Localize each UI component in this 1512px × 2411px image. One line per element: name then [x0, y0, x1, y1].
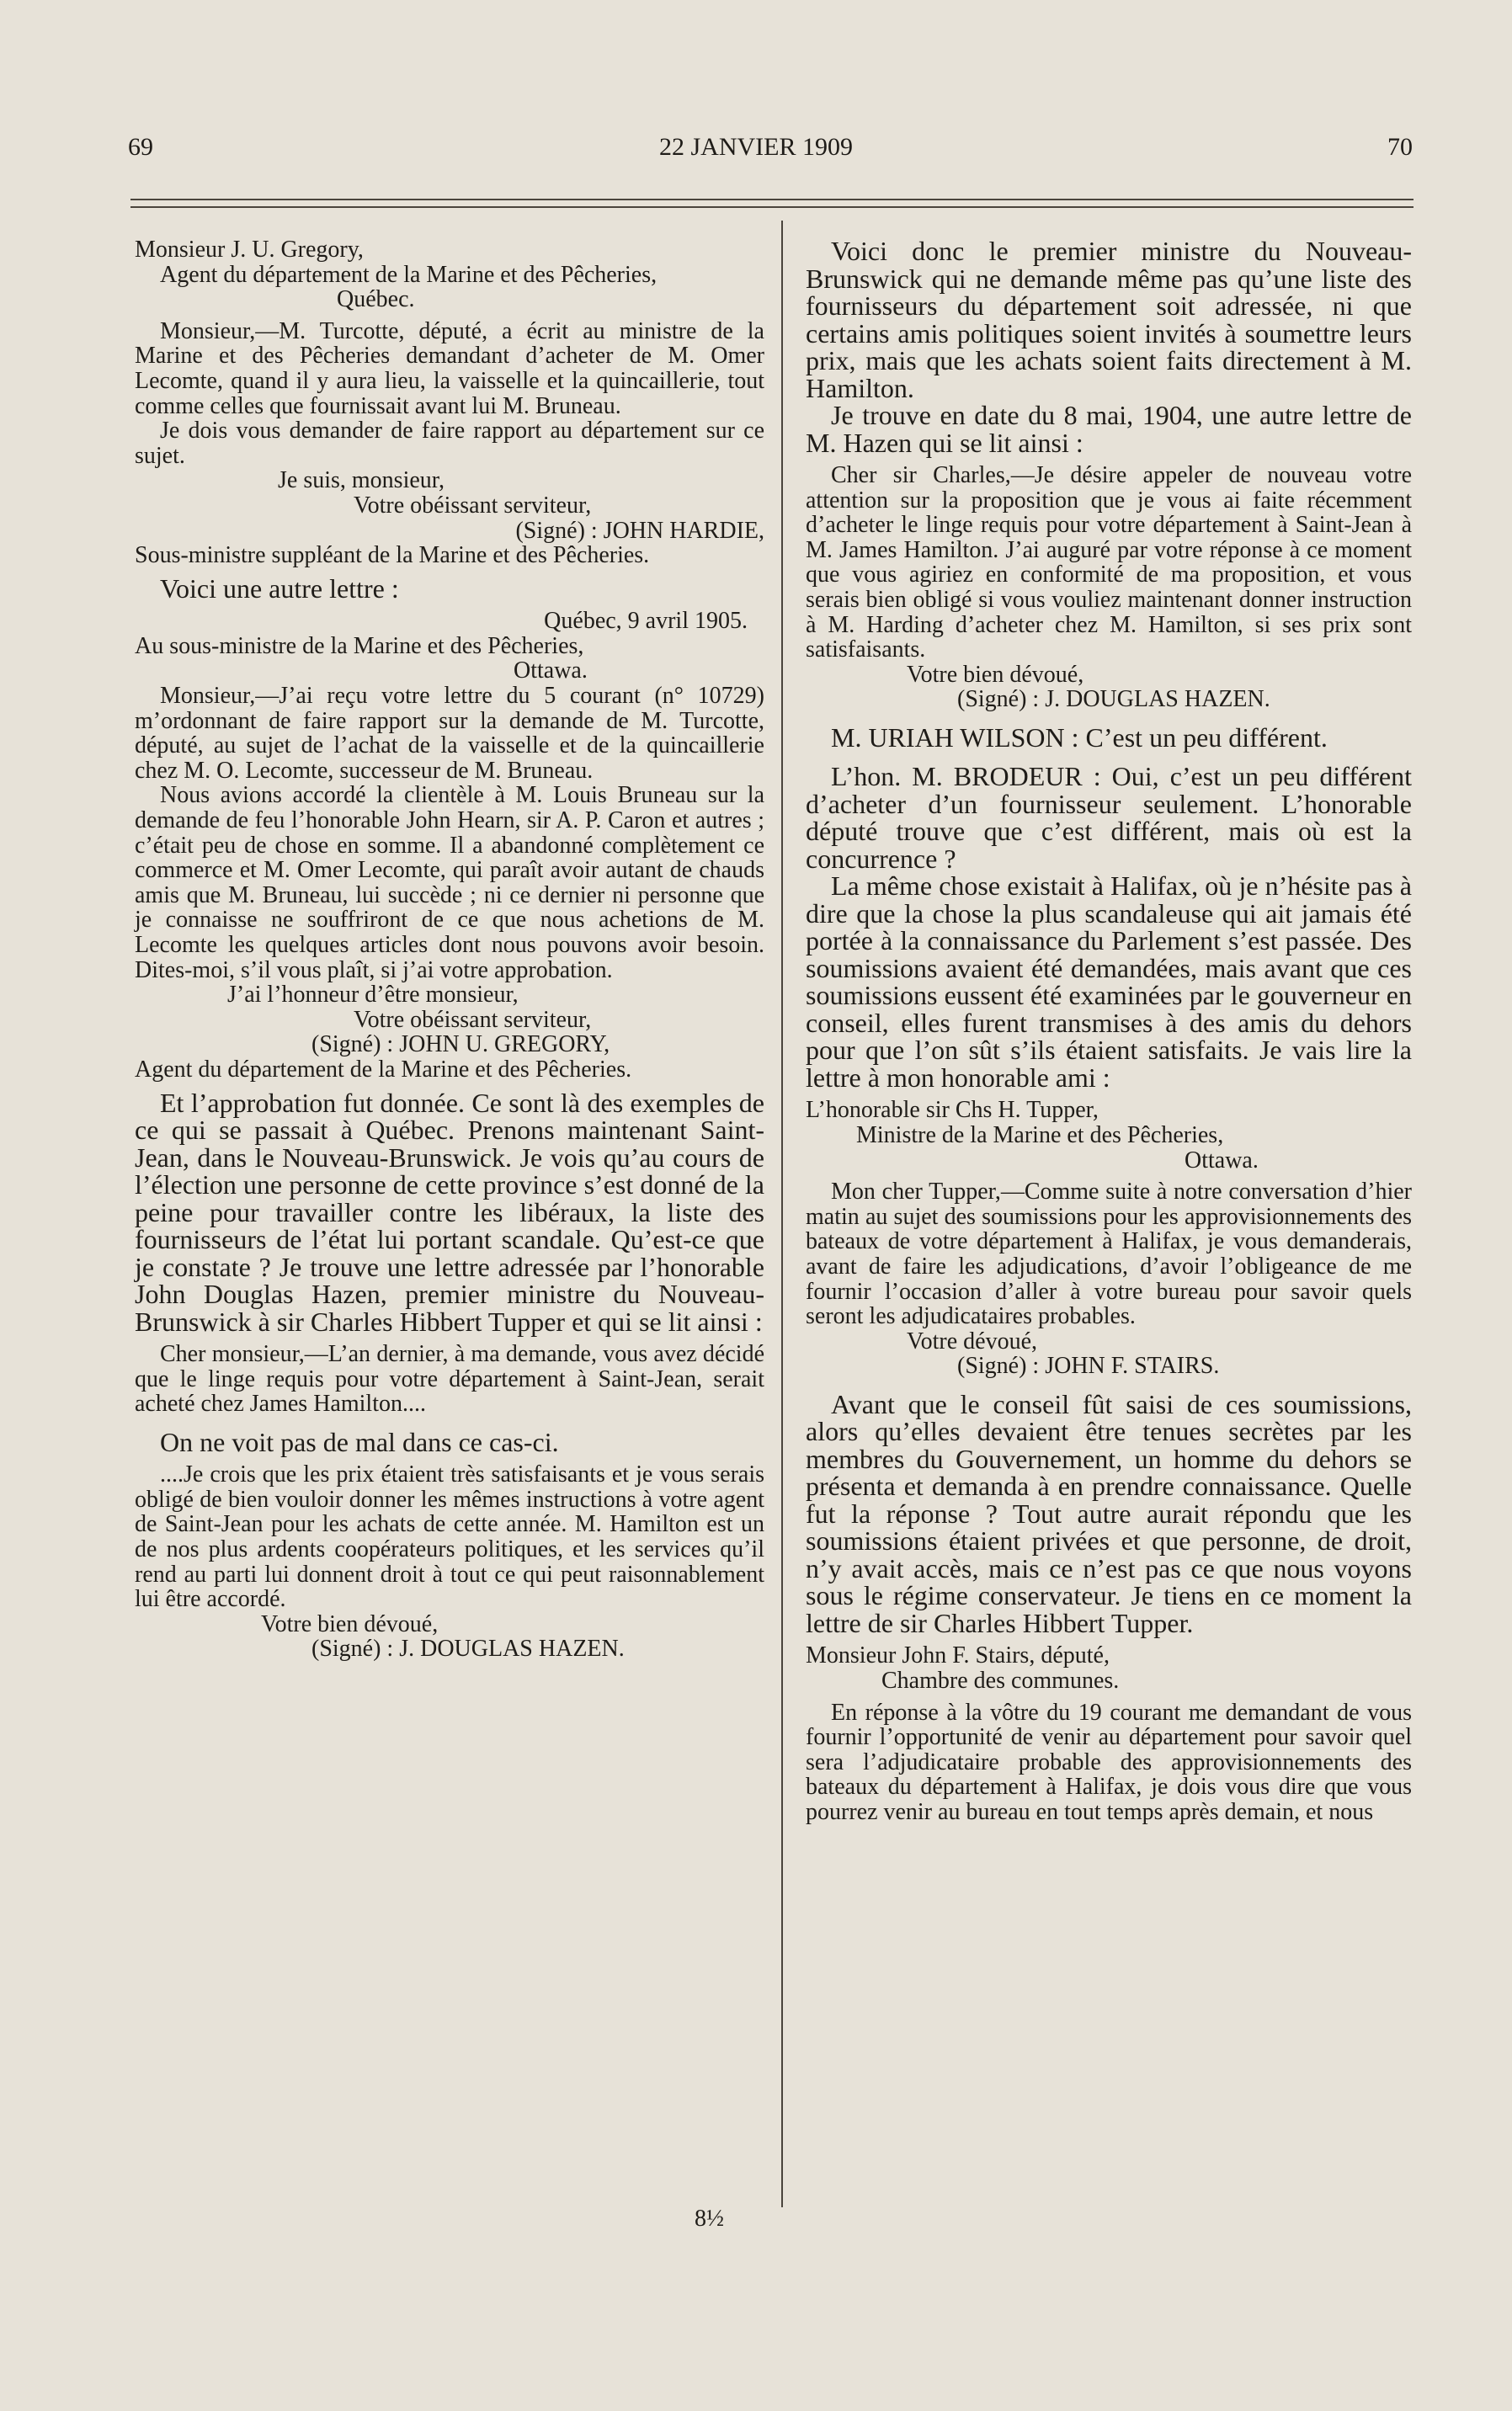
signature-line: (Signé) : J. DOUGLAS HAZEN. [957, 686, 1270, 713]
signature-line: (Signé) : JOHN HARDIE, [515, 517, 764, 544]
signature-title: Sous-ministre suppléant de la Marine et des Pêcheries. [135, 542, 650, 569]
body-paragraph: Avant que le conseil fût saisi de ces soumissions, alors qu’elles devaient être tenues secrètes par les membres du Gouvernement, un homme du dehors se présenta et demanda à en prendre connaissance. Quelle fut la réponse ? Tout autre aurait répondu que les soumissions étaient privées et que personne, de droit, n’y avait accès, mais ce n’est pas ce que nous voyons sous le régime conservateur. Je tiens en ce moment la lettre de sir Charles Hibbert Tupper. [806, 1388, 1412, 1638]
left-column [135, 237, 764, 1662]
letter-date: Québec, 9 avril 1905. [544, 608, 748, 635]
letter-paragraph: Monsieur,—M. Turcotte, député, a écrit au ministre de la Marine et des Pêcheries demandant d’acheter de M. Omer Lecomte, quand il y aura lieu, la vaisselle et la quincaillerie, tout comme celles que fournissait avant lui M. Bruneau. [135, 317, 764, 419]
quoted-letter: Cher monsieur,—L’an dernier, à ma demande, vous avez décidé que le linge requis pour votre département à Saint-Jean, serait acheté chez James Hamilton.... [135, 1341, 764, 1418]
signature-line: Votre bien dévoué, [907, 661, 1084, 688]
signature-line: J’ai l’honneur d’être monsieur, [227, 982, 519, 1009]
body-paragraph: L’hon. M. BRODEUR : Oui, c’est un peu différent d’acheter d’un fournisseur seulement. L’honorable député trouve que c’est différent, mais où est la concurrence ? [806, 761, 1412, 874]
signature-title: Agent du département de la Marine et des Pêcheries. [135, 1056, 632, 1083]
letter-address: Au sous-ministre de la Marine et des Pêcheries, [135, 632, 584, 659]
quoted-letter: En réponse à la vôtre du 19 courant me demandant de vous fournir l’opportunité de venir au département pour savoir quel sera l’adjudicataire probable des approvisionnements des bateaux du département à Halifax, je dois vous dire que vous pourrez venir au bureau en tout temps après demain, et nous [806, 1699, 1412, 1826]
body-paragraph: Voici donc le premier ministre du Nouveau-Brunswick qui ne demande même pas qu’une liste des fournisseurs du département soit adressée, ni que certains amis politiques soient invités à soumettre leurs prix, mais que les achats soient faits directement à M. Hamilton. [806, 236, 1412, 403]
letter-paragraph: Je dois vous demander de faire rapport au département sur ce sujet. [135, 418, 764, 469]
signature-line: Votre obéissant serviteur, [354, 492, 592, 519]
letter-address: Chambre des communes. [881, 1668, 1120, 1695]
signature-line: Je suis, monsieur, [278, 467, 445, 494]
quoted-letter: Cher sir Charles,—Je désire appeler de nouveau votre attention sur la proposition que je vous ai faite récemment d’acheter le linge requis pour votre département à Saint-Jean à M. James Hamilton. J’ai auguré par votre réponse à ce moment que vous agiriez en conformité de ma proposition, et vous serais bien obligé si vous vouliez maintenant donner instruction à M. Harding d’acheter chez M. Hamilton, si ses prix sont satisfaisants. [806, 462, 1412, 663]
folio-mark: 8½ [695, 2206, 724, 2232]
running-head-date: 22 JANVIER 1909 [659, 133, 853, 161]
quoted-letter: ....Je crois que les prix étaient très satisfaisants et je vous serais obligé de bien vouloir donner les mêmes instructions à votre agent de Saint-Jean pour les achats de cette année. M. Hamilton est un de nos plus ardents coopérateurs politiques, et les services qu’il rend au parti lui donnent droit à tout ce qui peut raisonnablement lui être accordé. [135, 1461, 764, 1613]
letter-address: Agent du département de la Marine et des Pêcheries, [160, 261, 658, 288]
body-paragraph: M. URIAH WILSON : C’est un peu différent. [831, 721, 1328, 753]
letter-paragraph: Nous avions accordé la clientèle à M. Louis Bruneau sur la demande de feu l’honorable John Hearn, sir A. P. Caron et autres ; c’était peu de chose en somme. Il a abandonné complètement ce commerce et M. Omer Lecomte, qui paraît avoir autant de chauds amis que M. Bruneau, lui succède ; ni ce dernier ni personne que je connaisse ne souffriront de ce que nous achetions de M. Lecomte les quelques articles dont nous pouvons avoir besoin. Dites-moi, s’il vous plaît, si j’ai votre approbation. [135, 782, 764, 983]
letter-place: Québec. [337, 286, 415, 313]
body-paragraph: Et l’approbation fut donnée. Ce sont là des exemples de ce qui se passait à Québec. Prenons maintenant Saint-Jean, dans le Nouveau-Brunswick. Je vois qu’au cours de l’élection une personne de cette province s’est donné de la peine pour travailler contre les libéraux, la liste des fournisseurs de l’état lui portant scandale. Qu’est-ce que je constate ? Je trouve une lettre adressée par l’honorable John Douglas Hazen, premier ministre du Nouveau-Brunswick à sir Charles Hibbert Tupper et qui se lit ainsi : [135, 1087, 764, 1337]
signature-line: Votre bien dévoué, [261, 1610, 439, 1637]
page-number-right: 70 [1387, 133, 1413, 161]
signature-line: (Signé) : J. DOUGLAS HAZEN. [311, 1636, 625, 1663]
body-paragraph: Voici une autre lettre : [160, 572, 399, 604]
letter-address: Monsieur J. U. Gregory, [135, 237, 364, 263]
signature-line: Votre obéissant serviteur, [354, 1006, 592, 1033]
letter-address: Monsieur John F. Stairs, député, [806, 1642, 1110, 1669]
letter-place: Ottawa. [1185, 1147, 1259, 1174]
page-number-left: 69 [128, 133, 153, 161]
letter-paragraph: Monsieur,—J’ai reçu votre lettre du 5 courant (n° 10729) m’ordonnant de faire rapport sur la demande de M. Turcotte, député, au sujet de l’achat de la vaisselle et de la quincaillerie chez M. O. Lecomte, successeur de M. Bruneau. [135, 683, 764, 784]
signature-line: Votre dévoué, [907, 1328, 1037, 1355]
body-paragraph: On ne voit pas de mal dans ce cas-ci. [160, 1426, 559, 1457]
header-rule-double [130, 206, 1414, 208]
signature-line: (Signé) : JOHN F. STAIRS. [957, 1353, 1220, 1380]
right-column [806, 237, 1412, 1825]
body-paragraph: Je trouve en date du 8 mai, 1904, une autre lettre de M. Hazen qui se lit ainsi : [806, 400, 1412, 458]
letter-place: Ottawa. [514, 657, 588, 684]
quoted-letter: Mon cher Tupper,—Comme suite à notre conversation d’hier matin au sujet des soumissions pour les approvisionnements des bateaux de votre département à Halifax, je vous demanderais, avant de faire les adjudications, d’avoir l’obligeance de me fournir l’occasion d’aller à votre bureau pour savoir quels seront les adjudicataires probables. [806, 1179, 1412, 1330]
letter-address: Ministre de la Marine et des Pêcheries, [856, 1122, 1224, 1149]
signature-line: (Signé) : JOHN U. GREGORY, [311, 1031, 610, 1058]
header-rule [130, 199, 1414, 200]
column-divider [781, 221, 783, 2207]
letter-address: L’honorable sir Chs H. Tupper, [806, 1097, 1099, 1124]
body-paragraph: La même chose existait à Halifax, où je n’hésite pas à dire que la chose la plus scandaleuse qui ait jamais été portée à la connaissance du Parlement s’est passée. Des soumissions avaient été demandées, mais avant que ces soumissions eussent été examinées par le gouverneur en conseil, elles furent transmises à des amis du dehors pour que l’on sût s’ils étaient satisfaits. Je vais lire la lettre à mon honorable ami : [806, 870, 1412, 1093]
